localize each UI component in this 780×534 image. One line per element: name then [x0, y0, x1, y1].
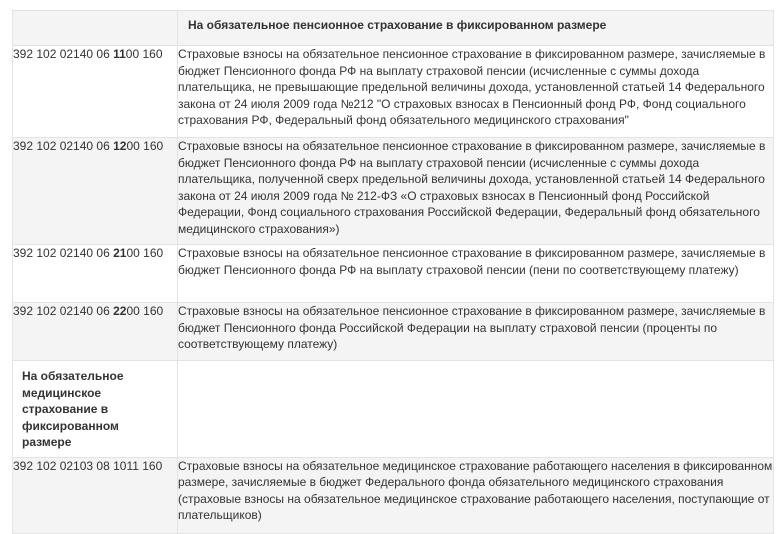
kbk-code-cell: [13, 46, 178, 138]
kbk-description: Страховые взносы на обязательное пенсионное страхование в фиксированном размере, зачисляемые в бюджет Пенсионного фонда Российской Федерации на выплату страховой пенсии (проценты по соответствующему платежу): [178, 303, 774, 361]
table-row: [13, 457, 774, 533]
kbk-description: Страховые взносы на обязательное пенсионное страхование в фиксированном размере, зачисляемые в бюджет Пенсионного фонда РФ на выплату страховой пенсии (пени по соответствующему платежу): [178, 245, 774, 303]
kbk-code-suffix: 00 160: [126, 304, 164, 318]
kbk-code-suffix: 00 160: [126, 246, 164, 260]
section-header-row: [13, 361, 774, 458]
table-header-row: [13, 11, 774, 46]
kbk-code-highlight: 11: [113, 47, 126, 61]
kbk-code-cell: [13, 245, 178, 303]
kbk-code-suffix: 00 160: [126, 139, 164, 153]
kbk-description: Страховые взносы на обязательное медицинское страхование работающего населения в фиксированном размере, зачисляемые в бюджет Федерального фонда обязательного медицинского страхования (страховые взносы на обязательное медицинское страхование работающего населения, поступающие от плательщиков): [178, 457, 774, 533]
kbk-code-cell: 392 102 02103 08 1011 160: [13, 457, 178, 533]
kbk-description: Страховые взносы на обязательное пенсионное страхование в фиксированном размере, зачисляемые в бюджет Пенсионного фонда РФ на выплату страховой пенсии (исчисленные с суммы дохода плательщика, полученной сверх предельной величины дохода, установленной статьей 14 Федерального закона от 24 июля 2009 года № 212-ФЗ «О страховых взносах в Пенсионный фонд Российской Федерации, Фонд социального страхования Российской Федерации, Федеральный фонд обязательного медицинского страхования»): [178, 138, 774, 245]
kbk-code-highlight: 21: [113, 246, 127, 260]
kbk-code-prefix: 392 102 02140 06: [13, 304, 114, 318]
header-empty-cell: [13, 11, 178, 46]
medical-section-title: На обязательное медицинское страхование в фиксированном размере: [13, 361, 178, 458]
kbk-code-prefix: 392 102 02140 06: [13, 139, 114, 153]
kbk-table: [12, 10, 774, 534]
table-row: [13, 303, 774, 361]
table-row: [13, 46, 774, 138]
table-row: [13, 245, 774, 303]
pension-section-title: На обязательное пенсионное страхование в фиксированном размере: [178, 11, 774, 46]
kbk-code-cell: [13, 303, 178, 361]
kbk-description: Страховые взносы на обязательное пенсионное страхование в фиксированном размере, зачисляемые в бюджет Пенсионного фонда РФ на выплату страховой пенсии (исчисленные с суммы дохода плательщика, не превышающие предельной величины дохода, установленной статьей 14 Федерального закона от 24 июля 2009 года №212 "О страховых взносах в Пенсионный фонд РФ, Фонд социального страхования РФ, Федеральный фонд обязательного медицинского страхования": [178, 46, 774, 138]
kbk-code-cell: [13, 138, 178, 245]
kbk-code-highlight: 22: [113, 304, 127, 318]
kbk-code-prefix: 392 102 02140 06: [13, 246, 114, 260]
section-empty-cell: [178, 361, 774, 458]
table-row: [13, 138, 774, 245]
kbk-code-prefix: 392 102 02140 06: [13, 47, 114, 61]
kbk-code-highlight: 12: [113, 139, 127, 153]
kbk-code-suffix: 00 160: [125, 47, 163, 61]
